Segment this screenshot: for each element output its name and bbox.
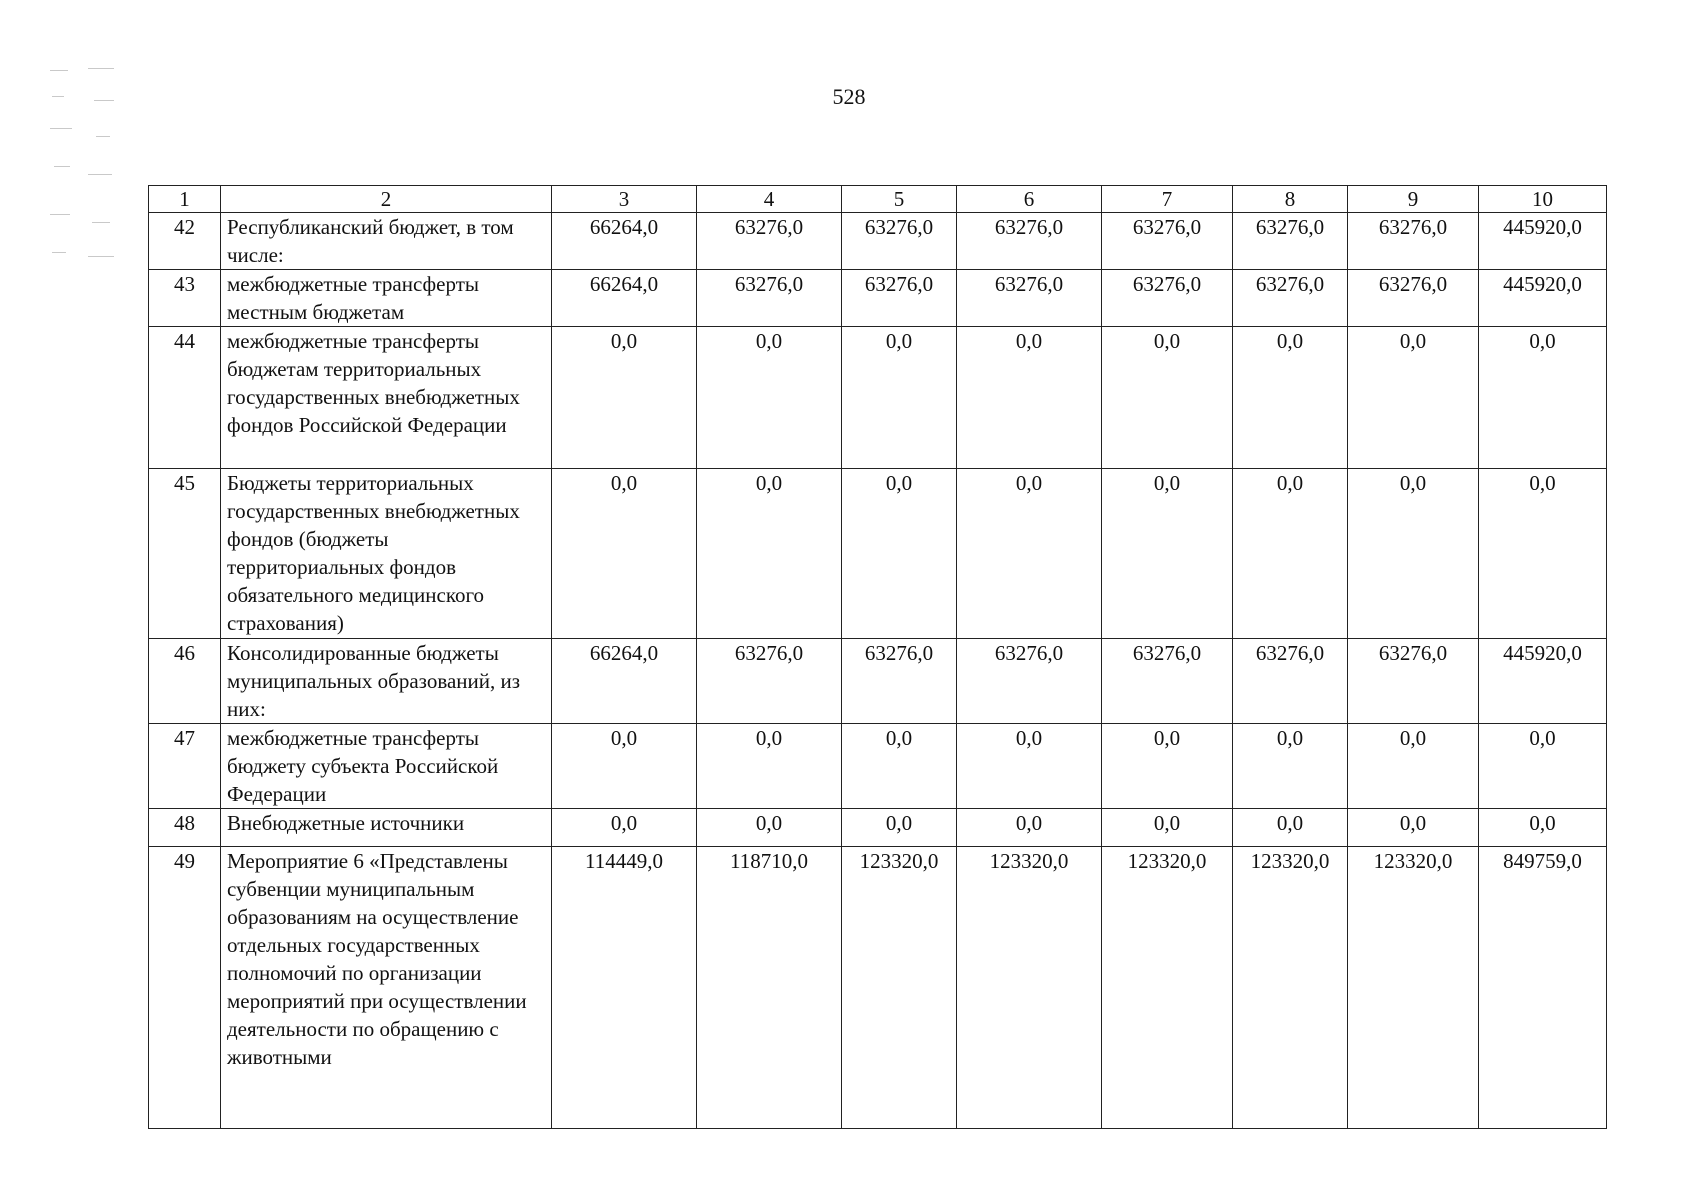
- table-row: [149, 469, 1607, 639]
- cell-value: 0,0: [1102, 469, 1233, 639]
- cell-value: 0,0: [957, 469, 1102, 639]
- row-number: 47: [149, 724, 221, 809]
- cell-value: 0,0: [957, 724, 1102, 809]
- row-number: 44: [149, 327, 221, 469]
- cell-value: 63276,0: [957, 270, 1102, 327]
- row-number: 46: [149, 639, 221, 724]
- row-number: 45: [149, 469, 221, 639]
- column-header: 2: [221, 186, 552, 213]
- cell-value: 0,0: [842, 809, 957, 847]
- cell-value: 63276,0: [842, 213, 957, 270]
- column-header: 3: [552, 186, 697, 213]
- cell-value: 63276,0: [697, 270, 842, 327]
- cell-value: 66264,0: [552, 213, 697, 270]
- cell-value: 63276,0: [1102, 270, 1233, 327]
- row-name: Бюджеты территориальных государственных внебюджетных фондов (бюджеты территориальных фондов обязательного медицинского страхования): [221, 469, 552, 639]
- cell-value: 0,0: [1102, 724, 1233, 809]
- cell-value: 63276,0: [957, 639, 1102, 724]
- cell-value: 0,0: [1479, 809, 1607, 847]
- row-number: 43: [149, 270, 221, 327]
- table-row: [149, 213, 1607, 270]
- column-header: 9: [1348, 186, 1479, 213]
- cell-value: 0,0: [552, 469, 697, 639]
- cell-value: 445920,0: [1479, 639, 1607, 724]
- cell-value: 849759,0: [1479, 847, 1607, 1129]
- cell-value: 0,0: [1233, 469, 1348, 639]
- cell-value: 0,0: [1233, 327, 1348, 469]
- cell-value: 0,0: [697, 724, 842, 809]
- row-name: Консолидированные бюджеты муниципальных образований, из них:: [221, 639, 552, 724]
- column-header: 1: [149, 186, 221, 213]
- row-number: 42: [149, 213, 221, 270]
- cell-value: 66264,0: [552, 639, 697, 724]
- cell-value: 0,0: [552, 809, 697, 847]
- cell-value: 0,0: [842, 469, 957, 639]
- row-name: Мероприятие 6 «Представлены субвенции муниципальным образованиям на осуществление отдельных государственных полномочий по организации мероприятий при осуществлении деятельности по обращению с животными: [221, 847, 552, 1129]
- cell-value: 0,0: [1348, 469, 1479, 639]
- column-header: 6: [957, 186, 1102, 213]
- cell-value: 114449,0: [552, 847, 697, 1129]
- cell-value: 0,0: [1479, 469, 1607, 639]
- cell-value: 0,0: [697, 469, 842, 639]
- cell-value: 118710,0: [697, 847, 842, 1129]
- cell-value: 0,0: [1102, 809, 1233, 847]
- budget-table: [148, 185, 1607, 1129]
- cell-value: 0,0: [1233, 809, 1348, 847]
- cell-value: 63276,0: [1233, 213, 1348, 270]
- cell-value: 123320,0: [1102, 847, 1233, 1129]
- row-name: Внебюджетные источники: [221, 809, 552, 847]
- cell-value: 0,0: [1102, 327, 1233, 469]
- cell-value: 0,0: [842, 724, 957, 809]
- row-name: Республиканский бюджет, в том числе:: [221, 213, 552, 270]
- table-row: [149, 847, 1607, 1129]
- table-row: [149, 639, 1607, 724]
- cell-value: 123320,0: [1348, 847, 1479, 1129]
- cell-value: 63276,0: [1233, 270, 1348, 327]
- cell-value: 0,0: [1233, 724, 1348, 809]
- table-row: [149, 270, 1607, 327]
- cell-value: 0,0: [1479, 724, 1607, 809]
- row-number: 48: [149, 809, 221, 847]
- table-row: [149, 724, 1607, 809]
- cell-value: 63276,0: [842, 639, 957, 724]
- cell-value: 123320,0: [842, 847, 957, 1129]
- table-row: [149, 327, 1607, 469]
- cell-value: 123320,0: [957, 847, 1102, 1129]
- cell-value: 63276,0: [957, 213, 1102, 270]
- column-header: 5: [842, 186, 957, 213]
- cell-value: 0,0: [1348, 809, 1479, 847]
- cell-value: 63276,0: [697, 213, 842, 270]
- cell-value: 63276,0: [1102, 213, 1233, 270]
- cell-value: 445920,0: [1479, 213, 1607, 270]
- row-name: межбюджетные трансферты бюджетам территориальных государственных внебюджетных фондов Российской Федерации: [221, 327, 552, 469]
- row-number: 49: [149, 847, 221, 1129]
- cell-value: 66264,0: [552, 270, 697, 327]
- scan-artifact: [48, 66, 130, 276]
- cell-value: 63276,0: [697, 639, 842, 724]
- column-header: 8: [1233, 186, 1348, 213]
- cell-value: 0,0: [697, 327, 842, 469]
- cell-value: 63276,0: [842, 270, 957, 327]
- page-number: 528: [832, 84, 866, 109]
- cell-value: 0,0: [1348, 327, 1479, 469]
- table-row: [149, 809, 1607, 847]
- cell-value: 123320,0: [1233, 847, 1348, 1129]
- cell-value: 0,0: [957, 327, 1102, 469]
- row-name: межбюджетные трансферты бюджету субъекта Российской Федерации: [221, 724, 552, 809]
- header-row: [149, 186, 1607, 213]
- column-header: 7: [1102, 186, 1233, 213]
- cell-value: 445920,0: [1479, 270, 1607, 327]
- cell-value: 63276,0: [1348, 270, 1479, 327]
- row-name: межбюджетные трансферты местным бюджетам: [221, 270, 552, 327]
- column-header: 4: [697, 186, 842, 213]
- cell-value: 0,0: [1348, 724, 1479, 809]
- cell-value: 0,0: [552, 724, 697, 809]
- column-header: 10: [1479, 186, 1607, 213]
- cell-value: 0,0: [1479, 327, 1607, 469]
- cell-value: 0,0: [957, 809, 1102, 847]
- cell-value: 63276,0: [1348, 639, 1479, 724]
- cell-value: 63276,0: [1348, 213, 1479, 270]
- cell-value: 0,0: [842, 327, 957, 469]
- cell-value: 63276,0: [1102, 639, 1233, 724]
- cell-value: 0,0: [552, 327, 697, 469]
- cell-value: 63276,0: [1233, 639, 1348, 724]
- cell-value: 0,0: [697, 809, 842, 847]
